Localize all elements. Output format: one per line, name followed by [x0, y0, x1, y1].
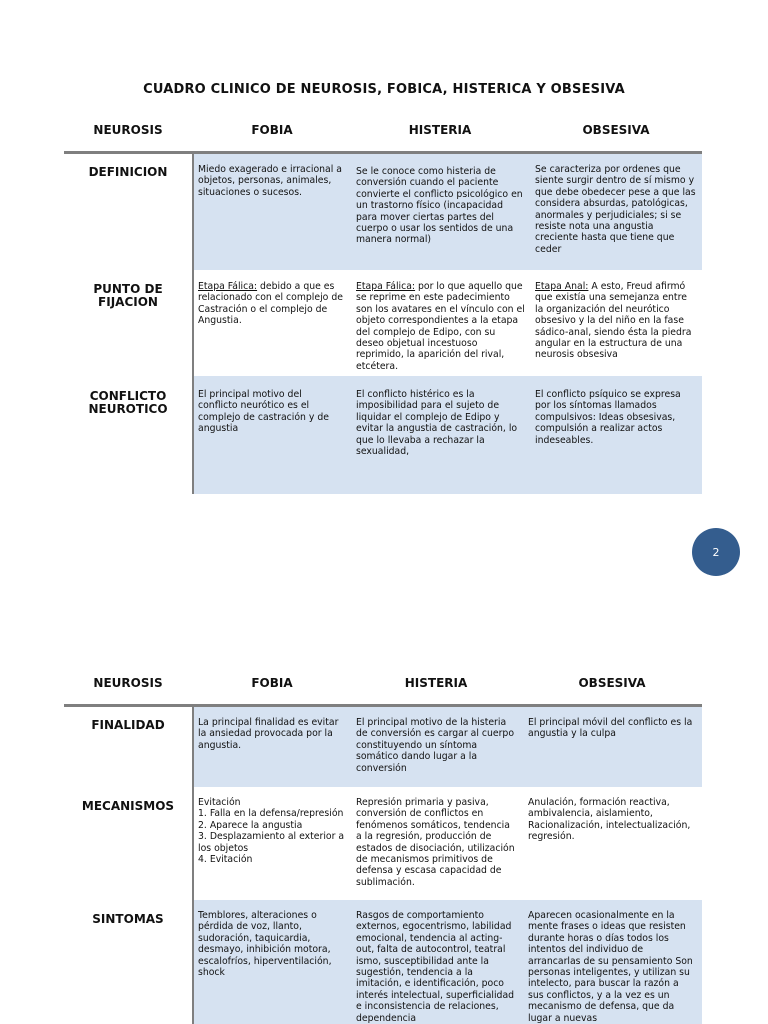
cell-mecanismos-fobia: Evitación 1. Falla en la defensa/represión 2. Aparece la angustia 3. Desplazamiento al exterior a los objetos 4. Evitación: [198, 797, 345, 866]
cell-definicion-histeria: Se le conoce como histeria de conversión cuando el paciente convierte el conflicto psicológico en un trastorno físico (incapacidad para mover ciertas partes del cuerpo o usar los sentidos de una manera normal): [356, 166, 523, 246]
histeria-stage-label: Etapa Fálica:: [356, 281, 416, 292]
table-top-rule: [64, 151, 702, 154]
cell-finalidad-histeria: El principal motivo de la histeria de conversión es cargar al cuerpo constituyendo un síntoma somático dando lugar a la conversión: [356, 717, 515, 774]
header-neurosis: NEUROSIS: [93, 123, 163, 137]
header-histeria: HISTERIA: [408, 123, 472, 137]
row-label-definicion: DEFINICION: [88, 165, 168, 179]
fobia-stage-label: Etapa Fálica:: [198, 281, 258, 292]
cell-mecanismos-histeria: Represión primaria y pasiva, conversión de conflictos en fenómenos somáticos, tendencia a la regresión, producción de estados de disociación, utilización de mecanismos primitivos de defensa y escasa capacidad de sublimación.: [356, 797, 515, 888]
cell-finalidad-fobia: La principal finalidad es evitar la ansiedad provocada por la angustia.: [198, 717, 339, 751]
histeria-stage-text: por lo que aquello que se reprime en este padecimiento son los avatares en el vínculo con el objeto correspondientes a la etapa del complejo de Edipo, con su deseo objetual incestuoso reprimido, la aparición del rival, etcétera.: [356, 281, 525, 372]
row-label-mecanismos: MECANISMOS: [81, 799, 175, 813]
cell-finalidad-obsesiva: El principal móvil del conflicto es la angustia y la culpa: [528, 717, 693, 740]
table2-left-rule: [192, 704, 194, 1024]
page-number-badge: 2: [692, 528, 740, 576]
row-label-conflicto: CONFLICTO NEUROTICO: [88, 389, 168, 416]
page-title: CUADRO CLINICO DE NEUROSIS, FOBICA, HISTERICA Y OBSESIVA: [143, 82, 625, 97]
row-label-finalidad: FINALIDAD: [91, 718, 165, 732]
obsesiva-stage-text: A esto, Freud afirmó que existía una semejanza entre la organización del neurótico obsesivo y la del niño en la fase sádico-anal, siendo ésta la piedra angular en la estructura de una neurosis obsesiva: [535, 281, 692, 361]
cell-definicion-obsesiva: Se caracteriza por ordenes que siente surgir dentro de sí mismo y que debe obedecer pese a que las considera absurdas, patológicas, anormales y perjudiciales; si se resiste nota una angustia creciente hasta que tiene que ceder: [535, 164, 696, 255]
table2-top-rule: [64, 704, 702, 707]
header-fobia: FOBIA: [251, 123, 293, 137]
header2-obsesiva: OBSESIVA: [578, 676, 646, 690]
cell-conflicto-histeria: El conflicto histérico es la imposibilidad para el sujeto de liquidar el complejo de Edipo y evitar la angustia de castración, lo que lo llevaba a rechazar la sexualidad,: [356, 389, 518, 458]
cell-conflicto-fobia: El principal motivo del conflicto neurótico es el complejo de castración y de angustia: [198, 389, 329, 435]
row-label-sintomas: SINTOMAS: [92, 912, 164, 926]
table-left-rule: [192, 151, 194, 494]
cell-fijacion-obsesiva: [535, 281, 697, 361]
cell-fijacion-fobia: [198, 281, 344, 327]
cell-fijacion-histeria: [356, 281, 526, 372]
cell-sintomas-histeria: Rasgos de comportamiento externos, egocentrismo, labilidad emocional, tendencia al acting-out, falta de autocontrol, teatral ismo, susceptibilidad ante la sugestión, tendencia a la imitación, e identificación, poco interés intelectual, superficialidad e inconsistencia de relaciones, dependencia: [356, 910, 515, 1024]
header-obsesiva: OBSESIVA: [582, 123, 650, 137]
header2-fobia: FOBIA: [251, 676, 293, 690]
header2-histeria: HISTERIA: [404, 676, 468, 690]
cell-conflicto-obsesiva: El conflicto psíquico se expresa por los síntomas llamados compulsivos: Ideas obsesivas, compulsión a realizar actos indeseables.: [535, 389, 681, 446]
cell-sintomas-obsesiva: Aparecen ocasionalmente en la mente frases o ideas que resisten durante horas o días todos los intentos del individuo de arrancarlas de su pensamiento Son personas inteligentes, y utilizan su intelecto, para buscar la razón a sus conflictos, y a la vez es un mecanismo de defensa, que da lugar a nuevas: [528, 910, 693, 1024]
row-label-punto-fijacion: PUNTO DE FIJACION: [93, 282, 163, 309]
header2-neurosis: NEUROSIS: [93, 676, 163, 690]
fobia-stage-text: debido a que es relacionado con el complejo de Castración o el complejo de Angustia.: [198, 281, 343, 327]
obsesiva-stage-label: Etapa Anal:: [535, 281, 589, 292]
cell-mecanismos-obsesiva: Anulación, formación reactiva, ambivalencia, aislamiento, Racionalización, intelectualización, regresión.: [528, 797, 691, 843]
cell-sintomas-fobia: Temblores, alteraciones o pérdida de voz, llanto, sudoración, taquicardia, desmayo, inhibición motora, escalofríos, hiperventilación, shock: [198, 910, 332, 979]
cell-definicion-fobia: Miedo exagerado e irracional a objetos, personas, animales, situaciones o sucesos.: [198, 164, 342, 198]
